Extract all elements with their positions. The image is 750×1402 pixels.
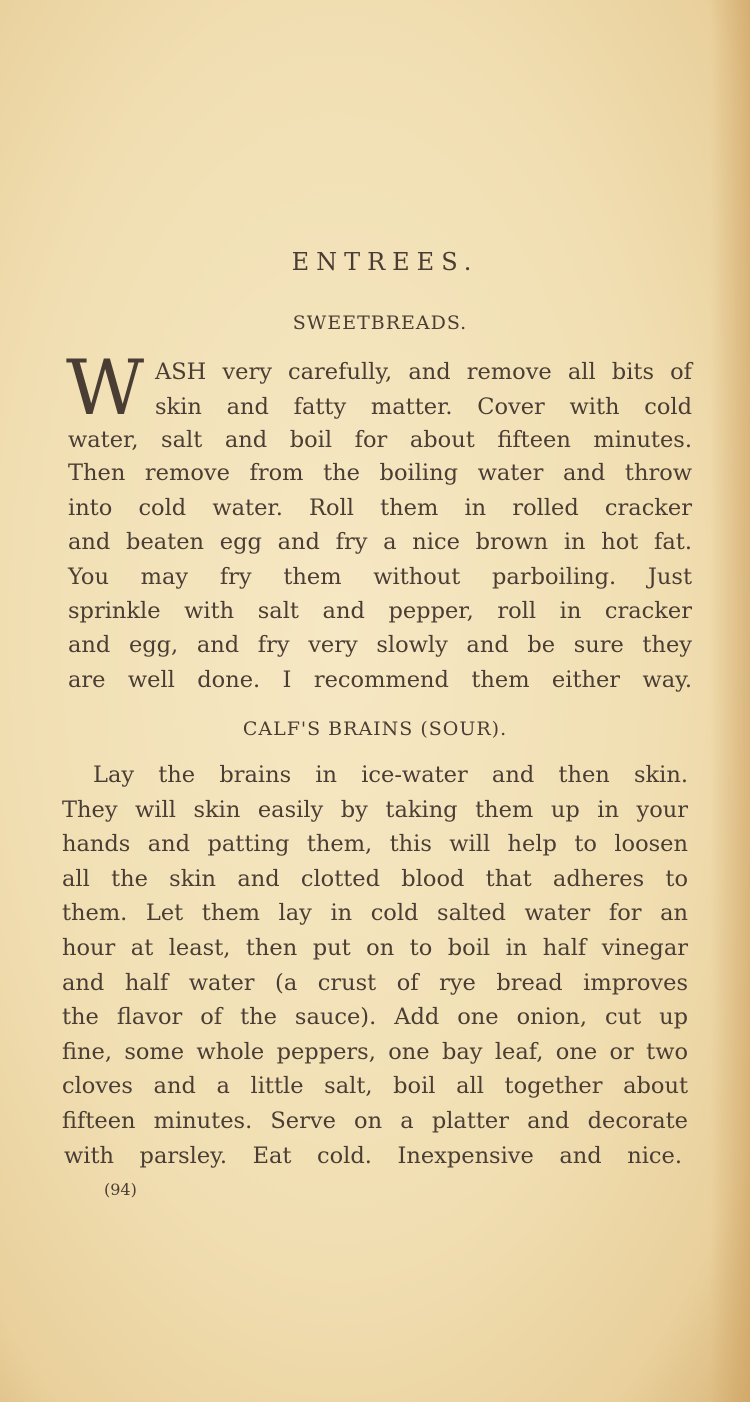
text-line: are well done. I recommend them either way. [68, 667, 692, 693]
text-line: and egg, and fry very slowly and be sure they [68, 632, 692, 658]
page-title: ENTREES. [291, 248, 479, 276]
text-line: ASH very carefully, and remove all bits of [155, 359, 692, 385]
text-line: and beaten egg and fry a nice brown in hot fat. [68, 529, 692, 555]
text-line: into cold water. Roll them in rolled cracker [68, 495, 692, 521]
text-line: and half water (a crust of rye bread improves [62, 969, 688, 996]
text-line: water, salt and boil for about fifteen minutes. [68, 427, 692, 453]
text-line: Then remove from the boiling water and throw [68, 460, 692, 486]
text-line: all the skin and clotted blood that adheres to [62, 865, 688, 892]
section-heading-sweetbreads: SWEETBREADS. [292, 312, 468, 334]
section-heading-calfs-brains: CALF'S BRAINS (SOUR). [242, 718, 508, 740]
text-line: skin and fatty matter. Cover with cold [155, 394, 692, 420]
text-line: Lay the brains in ice-water and then skin. [93, 762, 688, 788]
text-line: cloves and a little salt, boil all together about [62, 1073, 688, 1100]
text-line: them. Let them lay in cold salted water for an [62, 900, 688, 927]
text-line: the flavor of the sauce). Add one onion, cut up [62, 1004, 688, 1031]
text-line: hands and patting them, this will help to loosen [62, 831, 688, 858]
text-line: fine, some whole peppers, one bay leaf, one or two [62, 1038, 688, 1065]
text-line: They will skin easily by taking them up in your [62, 796, 688, 823]
text-line: with parsley. Eat cold. Inexpensive and nice. [64, 1142, 682, 1169]
drop-cap: W [66, 343, 145, 432]
page-edge-shading [710, 0, 750, 1402]
text-line: fifteen minutes. Serve on a platter and decorate [62, 1108, 688, 1134]
page-number: (94) [104, 1180, 137, 1199]
text-line: hour at least, then put on to boil in half vinegar [62, 935, 688, 961]
text-line: You may fry them without parboiling. Just [68, 564, 692, 590]
text-line: sprinkle with salt and pepper, roll in cracker [68, 598, 692, 624]
